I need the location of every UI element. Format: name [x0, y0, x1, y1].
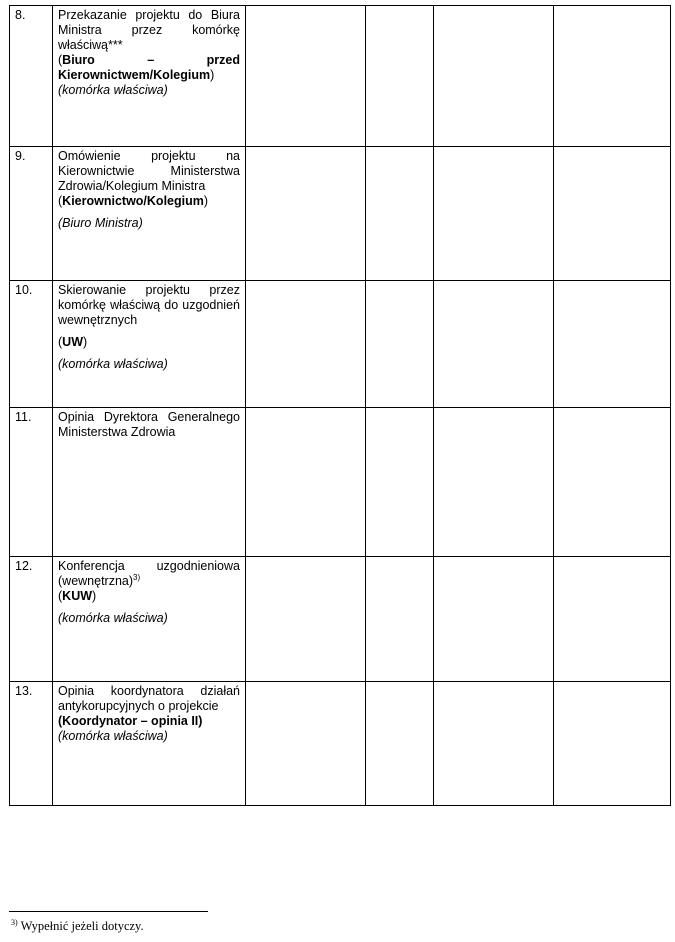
empty-cell — [366, 557, 434, 682]
row-number: 9. — [10, 147, 53, 281]
empty-cell — [554, 557, 671, 682]
empty-cell — [554, 408, 671, 557]
empty-cell — [366, 682, 434, 806]
row-number: 8. — [10, 6, 53, 147]
empty-cell — [246, 147, 366, 281]
step-tag-cont: Kierownictwem/Kolegium) — [58, 68, 215, 82]
step-title: Opinia Dyrektora Generalnego Ministerstwa Zdrowia — [58, 410, 240, 439]
footnote — [11, 919, 144, 934]
responsible-unit: (komórka właściwa) — [58, 729, 168, 743]
step-title: Przekazanie projektu do Biura Ministra przez komórkę właściwą*** — [58, 8, 240, 52]
empty-cell — [434, 147, 554, 281]
step-tag: (Biuro – przed — [58, 53, 240, 67]
footnote-divider — [9, 911, 208, 912]
step-tag: (KUW) — [58, 589, 97, 603]
step-description — [53, 557, 246, 682]
responsible-unit: (komórka właściwa) — [58, 357, 168, 371]
empty-cell — [246, 682, 366, 806]
empty-cell — [246, 281, 366, 408]
step-description — [53, 682, 246, 806]
responsible-unit: (Biuro Ministra) — [58, 216, 143, 230]
empty-cell — [434, 281, 554, 408]
step-description — [53, 281, 246, 408]
empty-cell — [366, 408, 434, 557]
empty-cell — [554, 6, 671, 147]
step-tag: (Kierownictwo/Kolegium) — [58, 194, 209, 208]
step-title: Omówienie projektu na Kierownictwie Ministerstwa Zdrowia/Kolegium Ministra — [58, 149, 240, 193]
table-row — [10, 408, 671, 557]
table-row — [10, 557, 671, 682]
step-title: Skierowanie projektu przez komórkę właściwą do uzgodnień wewnętrznych — [58, 283, 240, 327]
empty-cell — [554, 281, 671, 408]
responsible-unit: (komórka właściwa) — [58, 611, 168, 625]
procedure-table — [9, 5, 671, 806]
footnote-text: Wypełnić jeżeli dotyczy. — [17, 919, 144, 933]
empty-cell — [366, 6, 434, 147]
step-tag: (Koordynator – opinia II) — [58, 714, 203, 728]
step-title: Opinia koordynatora działań antykorupcyjnych o projekcie — [58, 684, 240, 713]
table-row — [10, 147, 671, 281]
responsible-unit: (komórka właściwa) — [58, 83, 168, 97]
step-title: Konferencja uzgodnieniowa (wewnętrzna)$^{3)}$ — [58, 559, 240, 588]
table-row — [10, 6, 671, 147]
row-number: 11. — [10, 408, 53, 557]
empty-cell — [434, 6, 554, 147]
empty-cell — [434, 557, 554, 682]
row-number: 12. — [10, 557, 53, 682]
step-tag: (UW) — [58, 335, 88, 349]
empty-cell — [246, 408, 366, 557]
row-number: 13. — [10, 682, 53, 806]
table-row — [10, 682, 671, 806]
footnote-ref: 3) — [133, 572, 141, 582]
empty-cell — [246, 557, 366, 682]
row-number: 10. — [10, 281, 53, 408]
step-description — [53, 408, 246, 557]
step-description — [53, 147, 246, 281]
empty-cell — [366, 281, 434, 408]
table-row — [10, 281, 671, 408]
empty-cell — [434, 682, 554, 806]
empty-cell — [554, 682, 671, 806]
empty-cell — [246, 6, 366, 147]
empty-cell — [554, 147, 671, 281]
step-description — [53, 6, 246, 147]
empty-cell — [434, 408, 554, 557]
empty-cell — [366, 147, 434, 281]
footnote-marker: 3) — [11, 917, 18, 927]
